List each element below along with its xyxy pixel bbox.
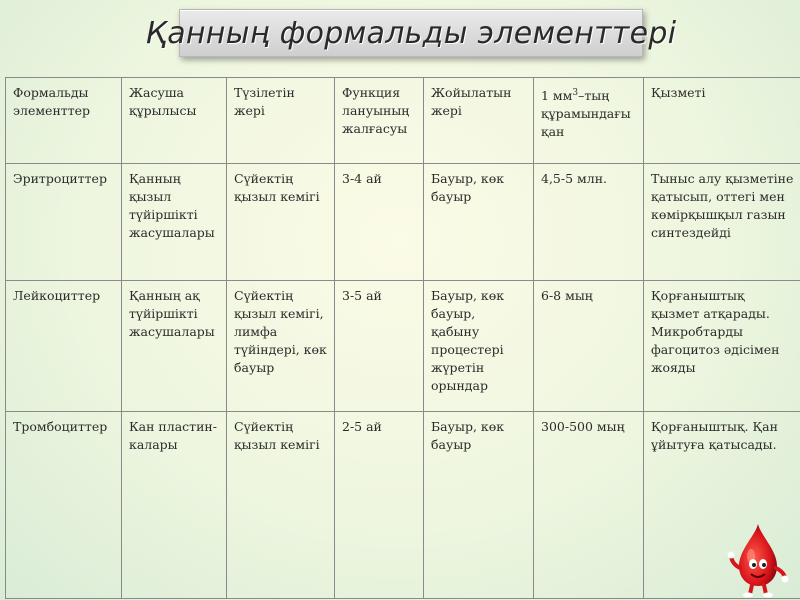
header-count-per-mm3	[534, 78, 644, 164]
title-banner	[145, 9, 677, 57]
cell-name: Тромбоциттер	[6, 412, 122, 599]
header-count-post: –тың құрамындағы қан	[541, 88, 631, 140]
cell-origin: Сүйектің қызыл кемігі	[227, 412, 335, 599]
cell-duration: 3-4 ай	[335, 164, 424, 281]
table-row	[6, 281, 800, 412]
cell-function: Қорғаныштық. Қан ұйытуға қатысады.	[644, 412, 800, 599]
cell-name: Лейкоциттер	[6, 281, 122, 412]
cell-duration: 3-5 ай	[335, 281, 424, 412]
header-formal-elements: Формальды элементтер	[6, 78, 122, 164]
table-row	[6, 164, 800, 281]
cell-count: 300-500 мың	[534, 412, 644, 599]
table-header-row	[6, 78, 800, 164]
header-cell-structure: Жасуша құрылысы	[122, 78, 227, 164]
cell-name: Эритроциттер	[6, 164, 122, 281]
header-destruction-site: Жойылатын жері	[424, 78, 534, 164]
cell-structure: Кан пластин-калары	[122, 412, 227, 599]
page-title: Қанның формальды элементтері	[145, 15, 677, 51]
cell-origin: Сүйектің қызыл кемігі, лимфа түйіндері, көк бауыр	[227, 281, 335, 412]
cell-function: Тыныс алу қызметіне қатысып, оттегі мен көмірқышқыл газын синтездейді	[644, 164, 800, 281]
cell-destruction: Бауыр, көк бауыр, қабыну процестері жүретін орындар	[424, 281, 534, 412]
cell-duration: 2-5 ай	[335, 412, 424, 599]
cell-count: 4,5-5 млн.	[534, 164, 644, 281]
blood-elements-table	[5, 77, 800, 599]
header-role: Қызметі	[644, 78, 800, 164]
header-count-sup: 3	[572, 88, 579, 98]
header-function-duration: Функция лануының жалғасуы	[335, 78, 424, 164]
cell-count: 6-8 мың	[534, 281, 644, 412]
cell-structure: Қанның қызыл түйіршікті жасушалары	[122, 164, 227, 281]
table-row	[6, 412, 800, 599]
cell-destruction: Бауыр, көк бауыр	[424, 412, 534, 599]
cell-origin: Сүйектің қызыл кемігі	[227, 164, 335, 281]
cell-destruction: Бауыр, көк бауыр	[424, 164, 534, 281]
blood-drop-mascot-icon	[727, 520, 789, 598]
cell-structure: Қанның ақ түйіршікті жасушалары	[122, 281, 227, 412]
header-count-pre: 1 мм	[541, 88, 573, 104]
cell-function: Қорғаныштық қызмет атқарады. Микробтарды фагоцитоз әдісімен жояды	[644, 281, 800, 412]
header-origin: Түзілетін жері	[227, 78, 335, 164]
